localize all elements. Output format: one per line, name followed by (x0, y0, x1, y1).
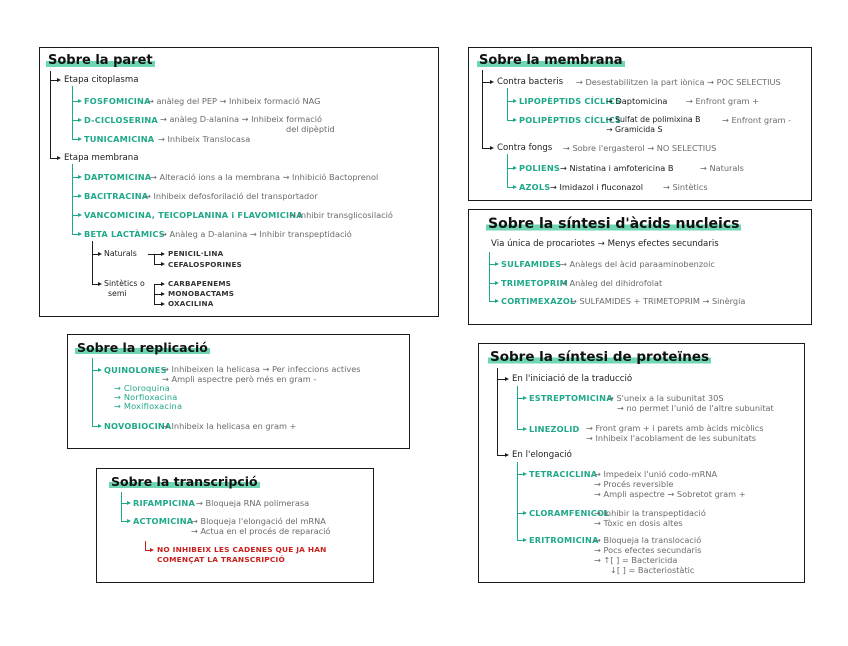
sulfamides-desc: → Anàlegs del àcid paraaminobenzoic (560, 259, 715, 269)
eritromicina-desc2: → Pocs efectes secundaris (594, 545, 702, 555)
sulfamides-label: SULFAMIDES (501, 259, 562, 269)
quinolones-label: QUINOLONES (104, 365, 167, 375)
nucleics-title: Sobre la síntesi d'àcids nucleics (488, 216, 740, 232)
trimetoprim-label: TRIMETOPRIM (501, 278, 568, 288)
membrana-title: Sobre la membrana (479, 53, 623, 68)
etapa-membrana: Etapa membrana (64, 153, 139, 163)
cloramfenicol-label: CLORAMFENICOL (529, 508, 610, 518)
quinolones-desc: → Inhibeixen la helicasa ⇝ Per infeccions actives (162, 364, 361, 374)
fosfomicina-desc: → anàleg del PEP ⇝ Inhibeix formació NAG (147, 96, 321, 106)
vancomicina-desc: → Inhibir transglicosilació (289, 210, 393, 220)
lipopeptids-desc2: → Enfront gram + (686, 96, 759, 106)
quinolones-desc2: ⇝ Ampli aspectre però més en gram - (162, 374, 317, 384)
contra-fongs-desc: → Sobre l'ergasterol → NO SELECTIUS (563, 143, 717, 153)
betalactamics-desc: → Anàleg a D-alanina → Inhibir transpeptidació (160, 229, 352, 239)
azols-label: AZOLS (519, 182, 551, 192)
gramicida-label: → Gramicida S (606, 125, 663, 134)
nota-no-inhibeix: NO INHIBEIX LES CADENES QUE JA HAN (157, 545, 327, 554)
actomicina-label: ACTOMICINA (133, 516, 194, 526)
semi-label: semi (108, 289, 127, 298)
azols-desc2: → Sintètics (663, 182, 708, 192)
tunicamicina-desc: → Inhibeix Translocasa (158, 134, 251, 144)
via-unica: Via única de procariotes → Menys efectes secundaris (491, 239, 719, 249)
penicilina-label: PENICIL·LINA (168, 249, 224, 258)
moxifloxacina-label: → Moxifloxacina (114, 401, 183, 411)
rifampicina-label: RIFAMPICINA (133, 498, 195, 508)
nota-comencat: COMENÇAT LA TRANSCRIPCIÓ (157, 555, 285, 564)
estreptomicina-desc: → S'uneix a la subunitat 30S (607, 393, 724, 403)
linezolid-desc2: → Inhibeix l'acoblament de les subunitats (586, 433, 757, 443)
lipopeptids-label: LIPOPÈPTIDS CÍCLICS (519, 96, 622, 106)
paret-panel (39, 47, 439, 317)
proteines-title: Sobre la síntesi de proteïnes (490, 349, 710, 365)
eritromicina-desc3: → ↑[ ] = Bactericida (594, 555, 678, 565)
fosfomicina-label: FOSFOMICINA (84, 96, 151, 106)
oxacilina-label: OXACILINA (168, 299, 214, 308)
dcicloserina-desc2: del dipèptid (286, 124, 335, 134)
eritromicina-desc: → Bloqueja la translocació (594, 535, 702, 545)
cefalosporines-label: CEFALOSPORINES (168, 260, 242, 269)
betalactamics-label: BETA LACTÀMICS (84, 229, 165, 239)
azols-desc: → Imidazol i fluconazol (550, 182, 644, 192)
norfloxacina-label: → Norfloxacina (114, 392, 178, 402)
dcicloserina-label: D-CICLOSERINA (84, 115, 158, 125)
cortimexazol-desc: → SULFAMIDES + TRIMETOPRIM → Sinèrgia (570, 296, 746, 306)
bacitracina-desc: → Inhibeix defosforilació del transportador (144, 191, 318, 201)
carbapenems-label: CARBAPENEMS (168, 279, 232, 288)
tetraciclina-label: TETRACICLINA (529, 469, 598, 479)
actomicina-desc2: → Actua en el procés de reparació (191, 526, 331, 536)
cloroquina-label: → Cloroquina (114, 383, 170, 393)
monobactams-label: MONOBACTAMS (168, 289, 235, 298)
tetraciclina-desc: → Impedeix l'unió codo-mRNA (594, 469, 718, 479)
tetraciclina-desc2: → Procés reversible (594, 479, 674, 489)
naturals-label: Naturals (104, 249, 137, 258)
cloramfenicol-desc: → Inhibir la transpeptidació (594, 508, 706, 518)
trimetoprim-desc: → Anàleg del dihidrofolat (560, 278, 663, 288)
transcripcio-title: Sobre la transcripció (111, 474, 258, 489)
novobiocina-desc: → Inhibeix la helicasa en gram + (162, 421, 297, 431)
daptomicina-label: DAPTOMICINA (84, 172, 152, 182)
rifampicina-desc: → Bloqueja RNA polimerasa (196, 498, 310, 508)
contra-bacteris-label: Contra bacteris (497, 77, 564, 87)
poliens-label: POLIENS (519, 163, 560, 173)
polipeptids-desc: → Sulfat de polimixina B (606, 115, 701, 124)
daptomicina-desc: → Alteració ions a la membrana ⇝ Inhibició Bactoprenol (150, 172, 379, 182)
polipeptids-label: POLIPÈPTIDS CÍCLICS (519, 115, 622, 125)
paret-title: Sobre la paret (48, 53, 153, 68)
polipeptids-desc2: → Enfront gram - (722, 115, 792, 125)
etapa-citoplasma: Etapa citoplasma (64, 75, 139, 85)
linezolid-label: LINEZOLID (529, 424, 580, 434)
contra-bacteris-desc: → Desestabilitzen la part iònica → POC SELECTIUS (576, 77, 781, 87)
cortimexazol-label: CORTIMEXAZOL (501, 296, 576, 306)
poliens-desc2: → Naturals (700, 163, 744, 173)
eritromicina-label: ERITROMICINA (529, 535, 599, 545)
tunicamicina-label: TUNICAMICINA (84, 134, 155, 144)
replicacio-title: Sobre la replicació (77, 340, 208, 355)
lipopeptids-desc: → Daptomicina (606, 96, 668, 106)
linezolid-desc: → Front gram + i parets amb àcids micòlics (586, 423, 764, 433)
tetraciclina-desc3: → Ampli aspectre → Sobretot gram + (594, 489, 746, 499)
elongacio-label: En l'elongació (512, 450, 572, 460)
bacitracina-label: BACITRACINA (84, 191, 149, 201)
poliens-desc: → Nistatina i amfotericina B (560, 163, 674, 173)
vancomicina-label: VANCOMICINA, TEICOPLANINA i FLAVOMICINA (84, 210, 303, 220)
estreptomicina-desc2: → no permet l'unió de l'altre subunitat (617, 403, 774, 413)
actomicina-desc: → Bloqueja l'elongació del mRNA (191, 516, 326, 526)
contra-fongs-label: Contra fongs (497, 143, 553, 153)
iniciacio-label: En l'iniciació de la traducció (512, 374, 633, 384)
eritromicina-desc4: ↓[ ] = Bacteriostàtic (610, 565, 695, 575)
cloramfenicol-desc2: → Tòxic en dosis altes (594, 518, 683, 528)
estreptomicina-label: ESTREPTOMICINA (529, 393, 613, 403)
novobiocina-label: NOVOBIOCINA (104, 421, 172, 431)
sintetics-label: Sintètics o (104, 279, 145, 288)
dcicloserina-desc: → anàleg D-alanina ⇝ Inhibeix formació (160, 114, 323, 124)
